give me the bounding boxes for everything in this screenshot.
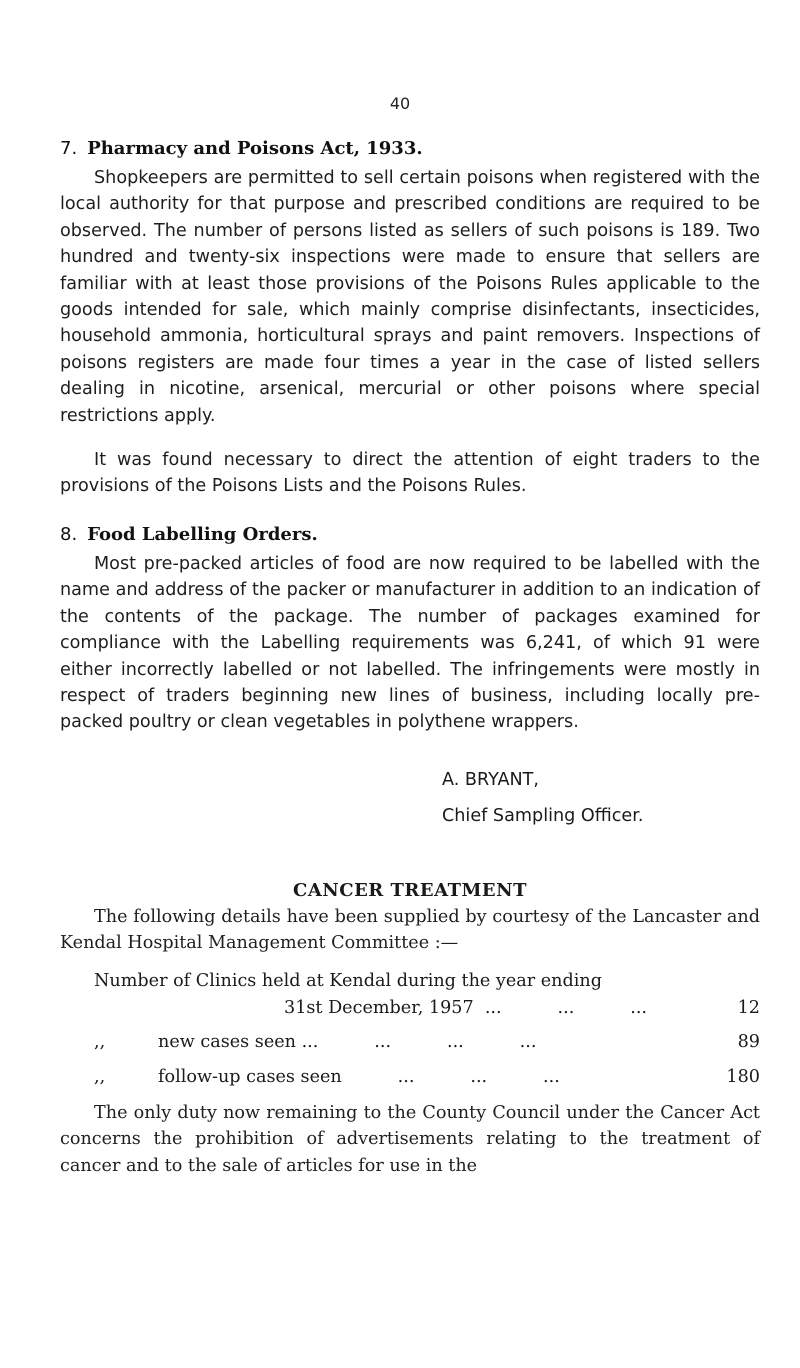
signature-title: Chief Sampling Officer.	[442, 806, 644, 827]
section-8-paragraph-1: Most pre-packed articles of food are now required to be labelled with the name and address of the packer or manufacturer in addition to an indication of the contents of the package. The number of packages examined for compliance with the Labelling requirements was 6,241, of which 91 were either incorrectly labelled or not labelled. The infringements were mostly in respect of traders beginning new lines of business, including locally pre-packed poultry or clean vegetables in polythene wrappers.	[60, 553, 760, 733]
cancer-closing-paragraph: The only duty now remaining to the County Council under the Cancer Act concerns the prohibition of advertisements relating to the treatment of cancer and to the sale of articles for use in the	[60, 1102, 760, 1176]
section-7-paragraph-2: It was found necessary to direct the attention of eight traders to the provisions of the Poisons Lists and the Poisons Rules.	[60, 450, 760, 497]
clinic-statistics	[60, 968, 760, 1090]
cancer-treatment-body	[60, 904, 760, 1180]
stats-intro: Number of Clinics held at Kendal during the year ending	[94, 971, 602, 992]
page-number: 40	[389, 94, 411, 113]
stat-row-clinics	[60, 995, 760, 1021]
stat-row-new-cases	[60, 1029, 760, 1055]
section-8-title: Food Labelling Orders.	[87, 523, 318, 545]
stat-ditto: ,,	[94, 1066, 106, 1087]
stat-label: new cases seen ... ... ... ...	[158, 1032, 537, 1053]
cancer-intro: The following details have been supplied by courtesy of the Lancaster and Kendal Hospital Management Committee :—	[60, 906, 760, 953]
section-7-paragraph-1: Shopkeepers are permitted to sell certain poisons when registered with the local authority for that purpose and prescribed conditions are required to be observed. The number of persons listed as sellers of such poisons is 189. Two hundred and twenty-six inspections were made to ensure that sellers are familiar with at least those provisions of the Poisons Rules applicable to the goods intended for sale, which mainly comprise disinfectants, insecticides, household ammonia, horticultural sprays and paint removers. Inspections of poisons registers are made four times a year in the case of listed sellers dealing in nicotine, arsenical, mercurial or other poisons where special restrictions apply.	[60, 168, 760, 426]
stat-ditto: ,,	[94, 1032, 106, 1053]
page-content	[60, 135, 760, 1179]
section-7-number: 7.	[60, 138, 78, 159]
stat-label: 31st December, 1957 ... ... ...	[284, 997, 648, 1018]
stat-label: follow-up cases seen ... ... ...	[158, 1066, 560, 1087]
cancer-treatment-title: CANCER TREATMENT	[293, 879, 527, 901]
stat-value: 89	[737, 1032, 760, 1053]
section-8-heading	[60, 521, 760, 548]
section-7-heading	[60, 135, 760, 162]
signature-block	[442, 767, 760, 830]
stat-row-follow-up	[60, 1064, 760, 1090]
stat-value: 180	[726, 1066, 760, 1087]
stat-ditto	[60, 995, 150, 1021]
stat-value: 12	[737, 997, 760, 1018]
section-8-number: 8.	[60, 523, 78, 545]
section-7-title: Pharmacy and Poisons Act, 1933.	[87, 138, 423, 159]
signature-name: A. BRYANT,	[442, 769, 539, 790]
